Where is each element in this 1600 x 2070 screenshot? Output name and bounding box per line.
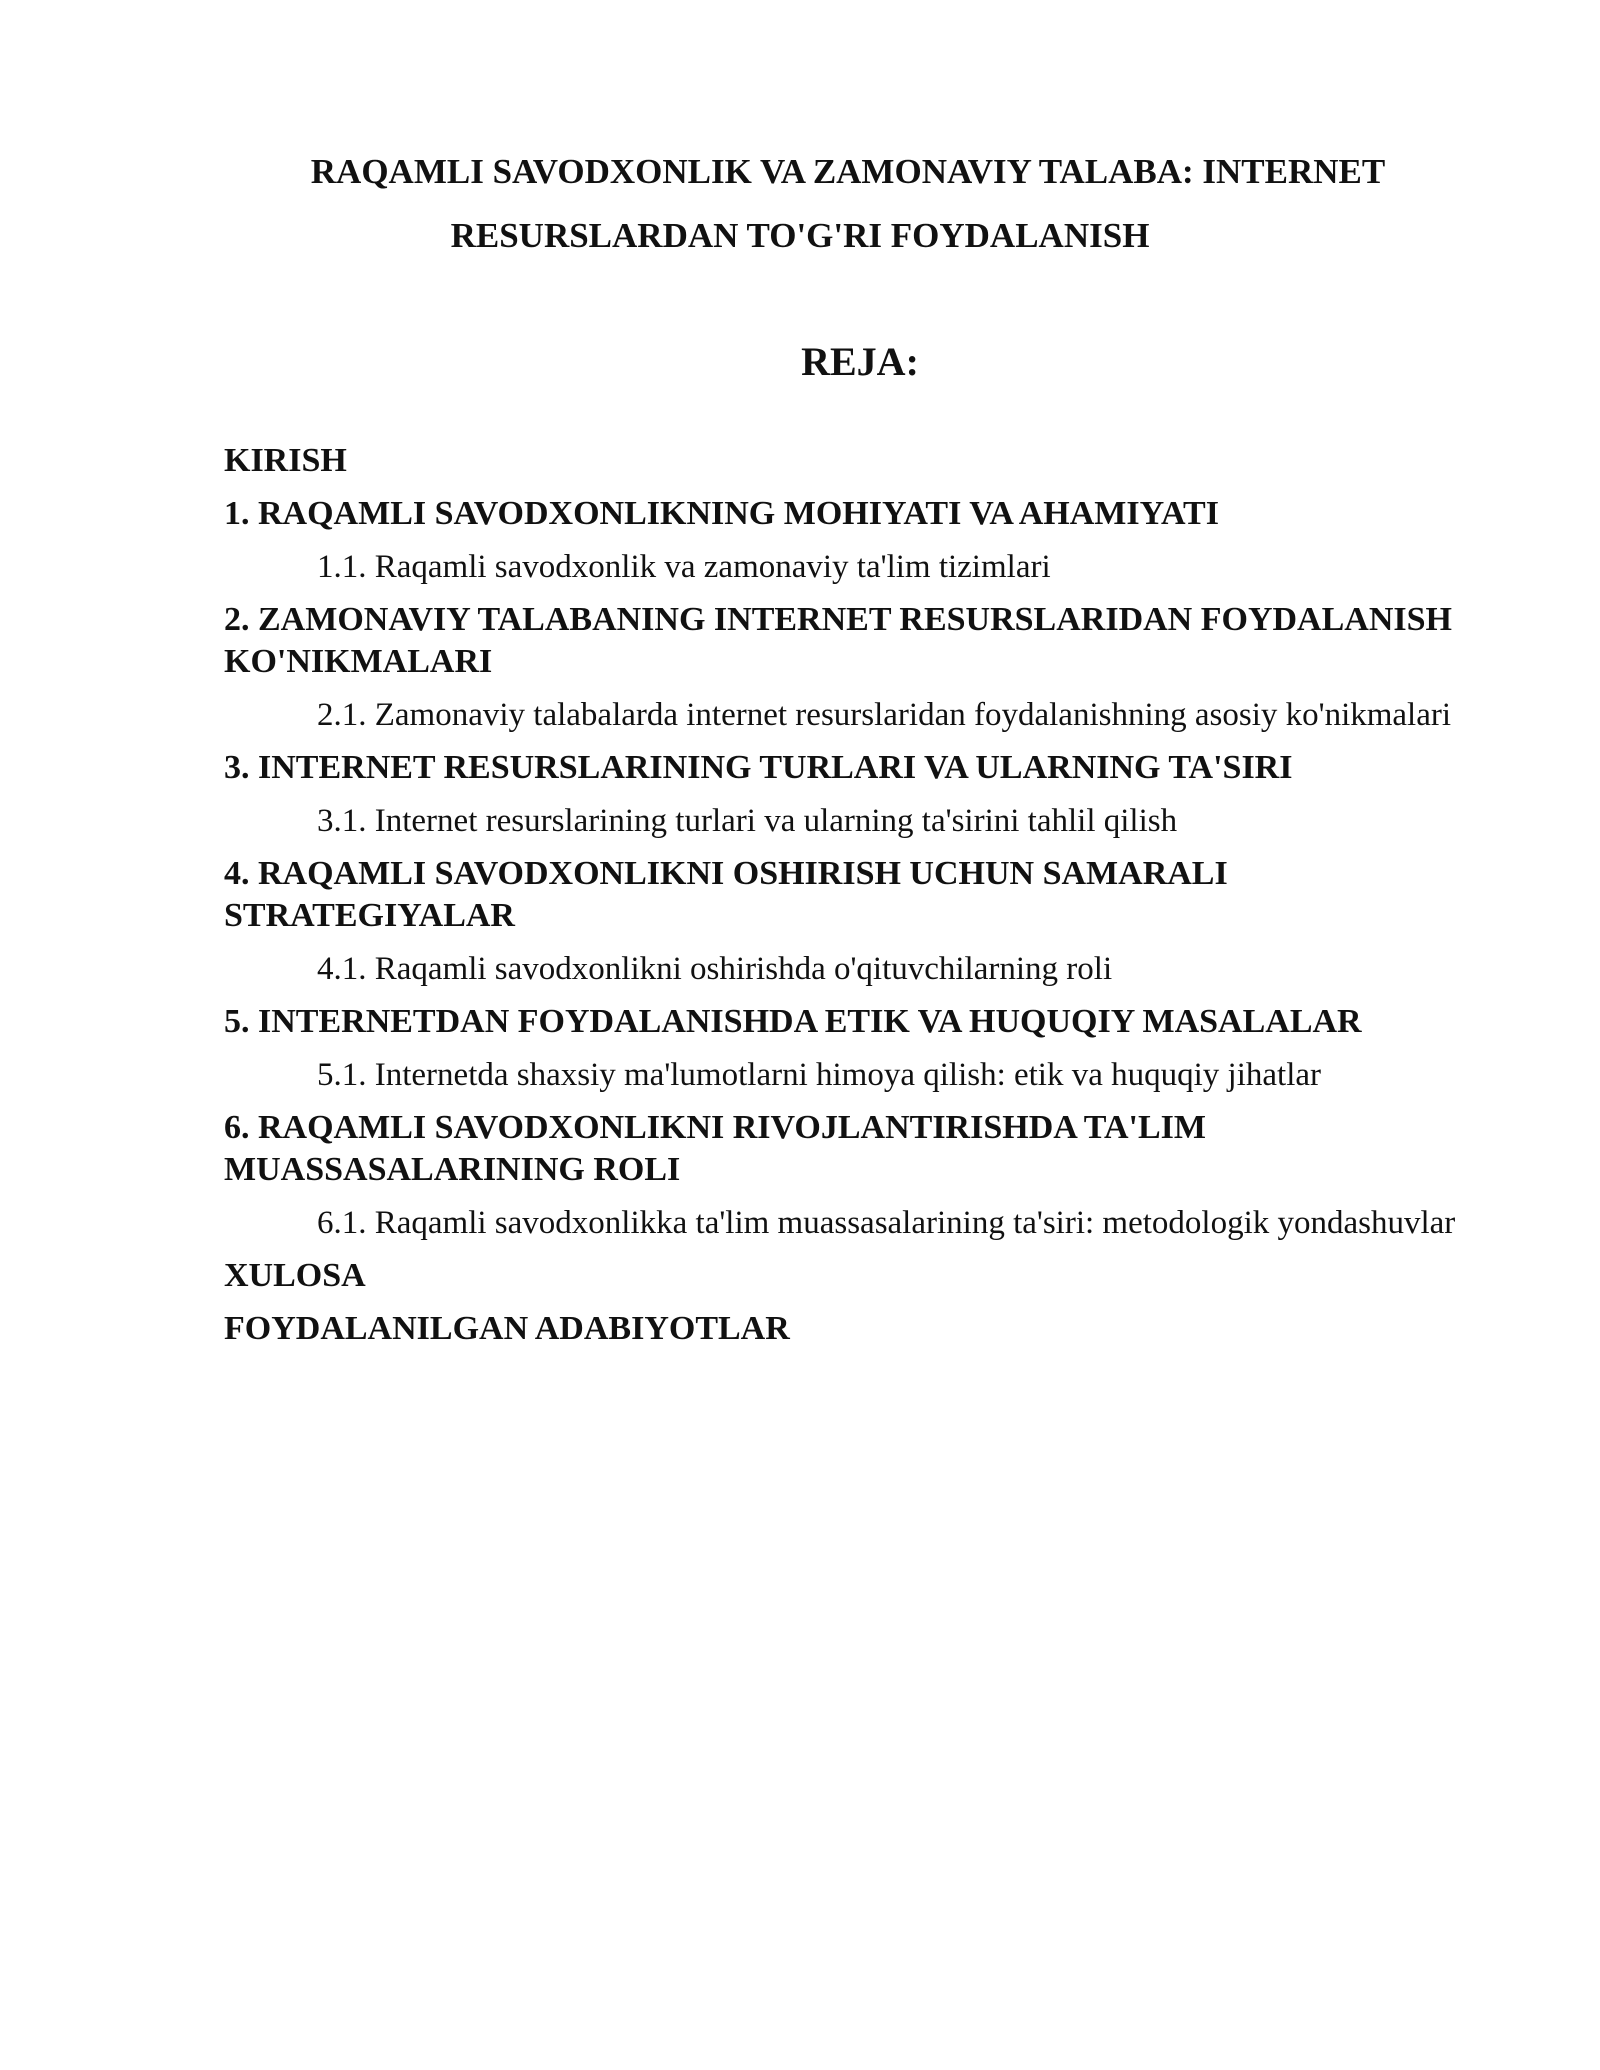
- document-title-line1: RAQAMLI SAVODXONLIK VA ZAMONAVIY TALABA: INTERNET: [310, 152, 1386, 191]
- toc-item-section-1-1: 1.1. Raqamli savodxonlik va zamonaviy ta'lim tizimlari: [317, 549, 1051, 585]
- toc-item-section-2-1: 2.1. Zamonaviy talabalarda internet resurslaridan foydalanishning asosiy ko'nikmalari: [317, 697, 1452, 733]
- toc-item-intro: KIRISH: [224, 442, 347, 479]
- plan-heading: REJA:: [801, 339, 919, 384]
- toc-item-section-3-1: 3.1. Internet resurslarining turlari va ularning ta'sirini tahlil qilish: [317, 803, 1178, 839]
- toc-item-section-1: 1. RAQAMLI SAVODXONLIKNING MOHIYATI VA AHAMIYATI: [224, 495, 1219, 532]
- table-of-contents: [224, 440, 1484, 1361]
- document-title-line2: RESURSLARDAN TO'G'RI FOYDALANISH: [450, 216, 1150, 255]
- toc-item-section-6-1: 6.1. Raqamli savodxonlikka ta'lim muassasalarining ta'siri: metodologik yondashuvlar: [317, 1205, 1456, 1241]
- toc-item-section-6: 6. RAQAMLI SAVODXONLIKNI RIVOJLANTIRISHDA TA'LIM MUASSASALARINING ROLI: [224, 1109, 1206, 1188]
- toc-item-section-4-1: 4.1. Raqamli savodxonlikni oshirishda o'qituvchilarning roli: [317, 951, 1113, 987]
- document-title: [0, 140, 1600, 268]
- toc-item-section-5: 5. INTERNETDAN FOYDALANISHDA ETIK VA HUQUQIY MASALALAR: [224, 1003, 1362, 1040]
- toc-item-section-2: 2. ZAMONAVIY TALABANING INTERNET RESURSLARIDAN FOYDALANISH KO'NIKMALARI: [224, 601, 1452, 680]
- toc-item-conclusion: XULOSA: [224, 1257, 366, 1294]
- toc-item-section-5-1: 5.1. Internetda shaxsiy ma'lumotlarni himoya qilish: etik va huquqiy jihatlar: [317, 1057, 1322, 1093]
- toc-item-section-4: 4. RAQAMLI SAVODXONLIKNI OSHIRISH UCHUN SAMARALI STRATEGIYALAR: [224, 855, 1228, 934]
- toc-item-references: FOYDALANILGAN ADABIYOTLAR: [224, 1310, 790, 1347]
- toc-item-section-3: 3. INTERNET RESURSLARINING TURLARI VA ULARNING TA'SIRI: [224, 749, 1293, 786]
